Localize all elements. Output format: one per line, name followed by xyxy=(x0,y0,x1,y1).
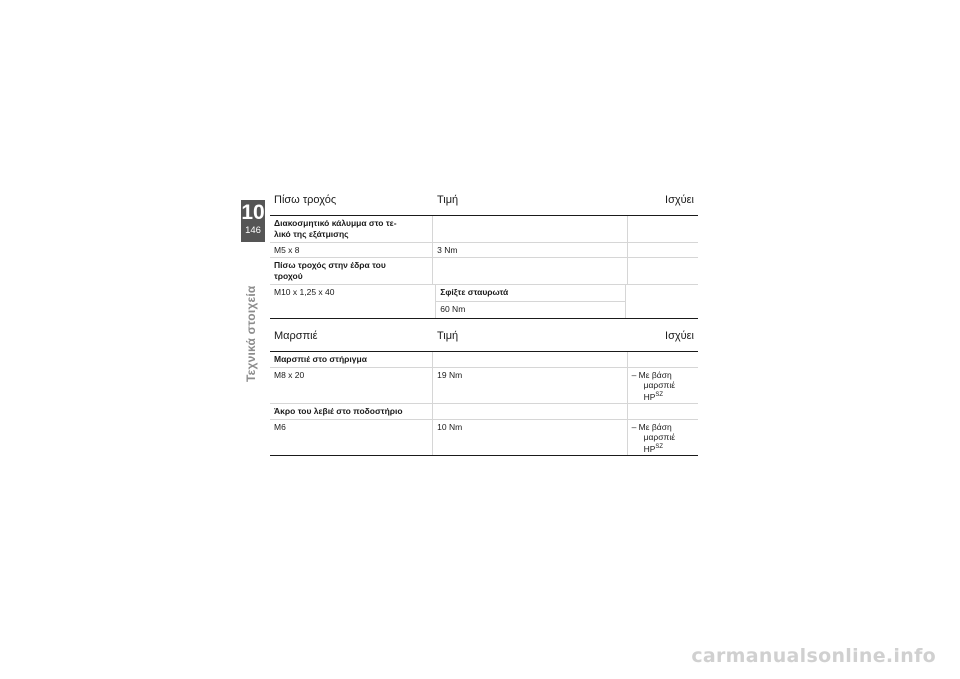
note-sup: SZ xyxy=(655,444,664,450)
table2-header-col1: Μαρσπιέ xyxy=(274,330,318,342)
table-row xyxy=(270,216,698,243)
table-row xyxy=(270,352,698,368)
row-label: Μαρσπιέ στο στήριγμα xyxy=(274,354,367,364)
note-line1: Με βάση xyxy=(638,422,672,432)
note-dash: – xyxy=(631,370,637,380)
table-row xyxy=(270,258,698,285)
note-line1: Με βάση xyxy=(638,370,672,380)
row-note xyxy=(627,404,698,419)
note-line3 xyxy=(632,390,694,402)
table2-header-col2: Τιμή xyxy=(436,330,459,342)
row-value: 10 Nm xyxy=(432,420,626,455)
row-note xyxy=(627,420,698,455)
row-note xyxy=(627,368,698,403)
chapter-tab xyxy=(241,200,265,242)
row-value xyxy=(432,352,626,367)
row-note xyxy=(627,352,698,367)
note-sup: SZ xyxy=(655,392,664,398)
row-label: M6 xyxy=(274,422,286,432)
row-label: Διακοσμητικό κάλυμμα στο τε- λικό της εξάτμισης xyxy=(274,218,397,239)
row-value xyxy=(435,285,625,318)
row-label: Άκρο του λεβιέ στο ποδοστήριο xyxy=(274,406,403,416)
row-value-instruction: Σφίξτε σταυρωτά xyxy=(436,285,625,302)
table-row xyxy=(270,420,698,456)
spec-table xyxy=(270,190,698,456)
row-note xyxy=(625,285,698,318)
note-line3 xyxy=(632,442,694,454)
row-label: M5 x 8 xyxy=(274,245,300,255)
table1-header-col3: Ισχύει xyxy=(665,194,694,206)
row-note xyxy=(627,216,698,242)
table2-header xyxy=(270,326,698,352)
note-dash: – xyxy=(631,422,637,432)
note-line2: μαρσπιέ xyxy=(643,432,675,442)
row-note xyxy=(627,258,698,284)
watermark: carmanualsonline.info xyxy=(691,645,936,667)
table-row xyxy=(270,285,698,319)
table1-header-col2: Τιμή xyxy=(436,194,459,206)
note-model: HP xyxy=(643,443,656,454)
row-value xyxy=(432,258,626,284)
row-value: 3 Nm xyxy=(432,243,626,257)
row-label: Πίσω τροχός στην έδρα του τροχού xyxy=(274,260,386,281)
row-value xyxy=(432,404,626,419)
note-model: HP xyxy=(643,391,656,402)
table1-header xyxy=(270,190,698,216)
chapter-number: 10 xyxy=(241,201,265,224)
row-note xyxy=(627,243,698,257)
chapter-side-title: Τεχνικά στοιχεία xyxy=(244,285,258,382)
note-line2: μαρσπιέ xyxy=(643,380,675,390)
page-number: 146 xyxy=(245,225,261,236)
row-value xyxy=(432,216,626,242)
table1-header-col1: Πίσω τροχός xyxy=(274,194,337,206)
table-row xyxy=(270,404,698,420)
row-label: M8 x 20 xyxy=(274,370,305,380)
row-value-torque: 60 Nm xyxy=(440,304,466,314)
row-value: 19 Nm xyxy=(432,368,626,403)
table2-header-col3: Ισχύει xyxy=(665,330,694,342)
table-row xyxy=(270,243,698,258)
row-label: M10 x 1,25 x 40 xyxy=(274,287,335,297)
table-row xyxy=(270,368,698,404)
